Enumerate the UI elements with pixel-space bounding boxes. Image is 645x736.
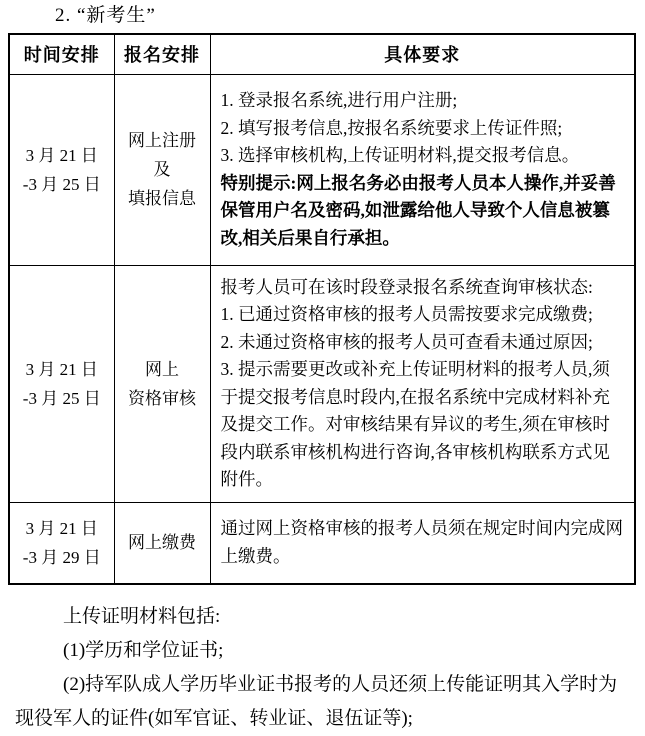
cell-requirements <box>210 502 635 584</box>
table-row-review <box>9 265 635 502</box>
cell-requirements <box>210 265 635 502</box>
time-line: 3 月 21 日 <box>25 518 98 538</box>
upload-materials-section <box>15 600 631 736</box>
requirement-intro: 报考人员可在该时段登录报名系统查询审核状态: <box>220 276 593 297</box>
registration-table <box>8 33 636 585</box>
document-title: 2. “新考生” <box>55 5 156 26</box>
cell-time <box>9 265 114 502</box>
requirement-item: 1. 已通过资格审核的报考人员需按要求完成缴费; <box>220 304 593 324</box>
arrangement-line: 资格审核 <box>128 388 196 408</box>
cell-requirements <box>210 74 635 265</box>
table-row-register <box>9 74 635 265</box>
header-cell-time: 时间安排 <box>9 34 114 74</box>
special-notice: 特别提示:网上报名务必由报考人员本人操作,并妥善保管用户名及密码,如泄露给他人导致个人信息被篡改,相关后果自行承担。 <box>220 172 616 248</box>
arrangement-line: 网上 <box>145 359 179 379</box>
footer-item: (1)学历和学位证书; <box>63 640 224 661</box>
cell-arrangement <box>114 74 210 265</box>
table-row-payment <box>9 502 635 584</box>
time-line: -3 月 25 日 <box>22 388 101 408</box>
arrangement-line: 网上注册 <box>128 131 196 150</box>
cell-arrangement <box>114 265 210 502</box>
requirement-item: 1. 登录报名系统,进行用户注册; <box>220 90 458 110</box>
time-line: 3 月 21 日 <box>25 145 98 165</box>
requirement-item: 通过网上资格审核的报考人员须在规定时间内完成网上缴费。 <box>220 518 623 566</box>
table-header-row <box>9 34 635 74</box>
cell-time <box>9 502 114 584</box>
time-line: -3 月 29 日 <box>22 547 101 567</box>
arrangement-line: 及 <box>153 160 171 179</box>
requirement-item: 2. 填写报考信息,按报名系统要求上传证件照; <box>220 117 563 138</box>
requirement-item: 2. 未通过资格审核的报考人员可查看未通过原因; <box>220 331 593 352</box>
header-cell-arrangement: 报名安排 <box>114 34 210 74</box>
arrangement-line: 填报信息 <box>128 189 196 208</box>
time-line: -3 月 25 日 <box>22 174 101 194</box>
requirement-item: 3. 提示需要更改或补充上传证明材料的报考人员,须于提交报考信息时段内,在报名系统中完成材料补充及提交工作。对审核结果有异议的考生,须在审核时段内联系审核机构进行咨询,各审核机构联系方式见附件。 <box>220 359 610 489</box>
requirement-item: 3. 选择审核机构,上传证明材料,提交报考信息。 <box>220 145 580 165</box>
footer-intro: 上传证明材料包括: <box>63 606 221 627</box>
arrangement-line: 网上缴费 <box>128 533 196 553</box>
footer-item: (2)持军队成人学历毕业证书报考的人员还须上传能证明其入学时为现役军人的证件(如军官证、转业证、退伍证等); <box>15 674 618 729</box>
time-line: 3 月 21 日 <box>25 359 98 379</box>
cell-time <box>9 74 114 265</box>
cell-arrangement <box>114 502 210 584</box>
header-cell-requirements: 具体要求 <box>210 34 635 74</box>
